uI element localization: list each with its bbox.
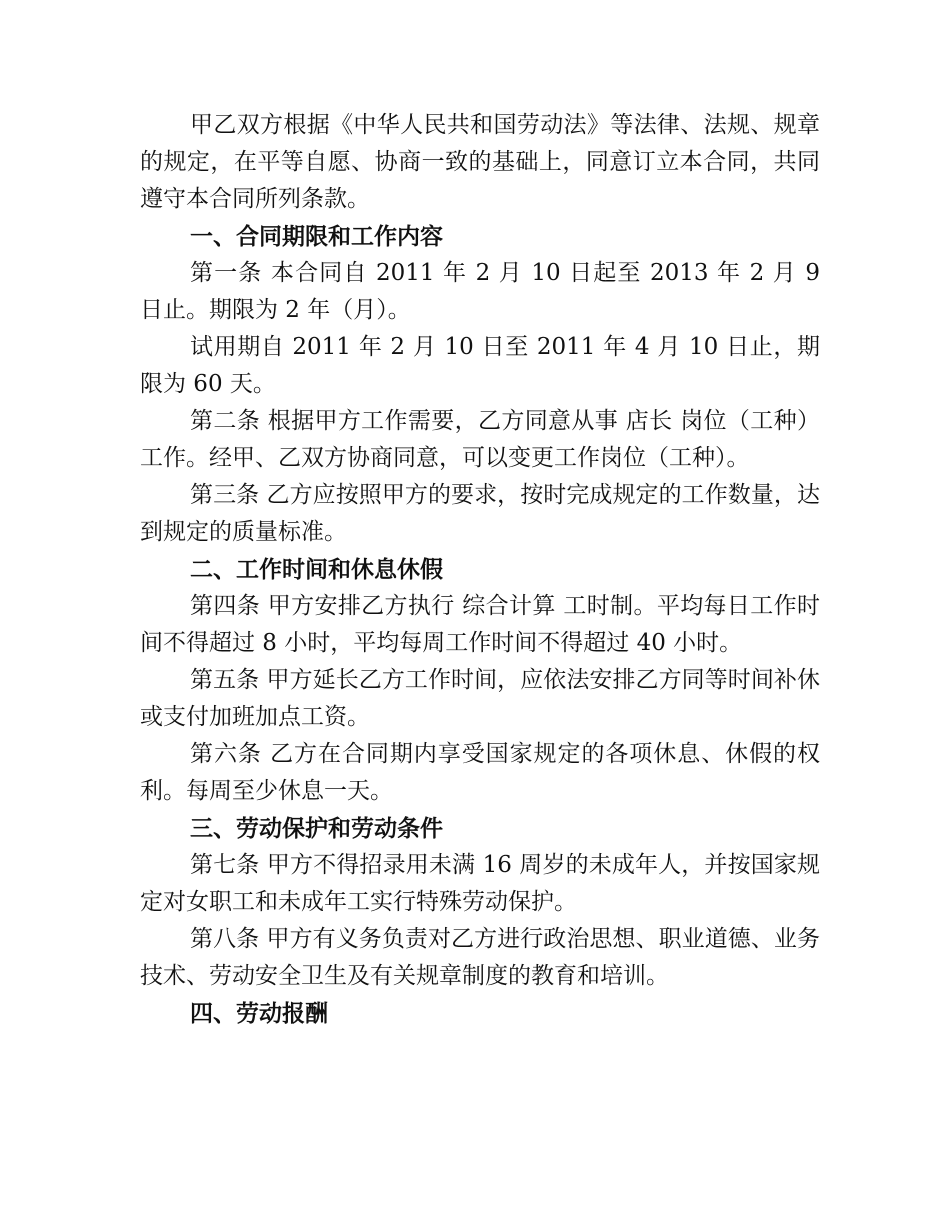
article-4-paragraph: 第四条 甲方安排乙方执行 综合计算 工时制。平均每日工作时间不得超过 8 小时，平均每周工作时间不得超过 40 小时。	[140, 593, 820, 656]
article-8-paragraph: 第八条 甲方有义务负责对乙方进行政治思想、职业道德、业务技术、劳动安全卫生及有关规章制度的教育和培训。	[140, 926, 820, 989]
section-heading-4: 四、劳动报酬	[190, 1000, 328, 1027]
article-7-paragraph: 第七条 甲方不得招录用未满 16 周岁的未成年人，并按国家规定对女职工和未成年工实行特殊劳动保护。	[140, 852, 820, 915]
preamble-paragraph: 甲乙双方根据《中华人民共和国劳动法》等法律、法规、规章的规定，在平等自愿、协商一致的基础上，同意订立本合同，共同遵守本合同所列条款。	[140, 112, 820, 212]
article-5-paragraph: 第五条 甲方延长乙方工作时间，应依法安排乙方同等时间补休或支付加班加点工资。	[140, 667, 820, 730]
probation-paragraph: 试用期自 2011 年 2 月 10 日至 2011 年 4 月 10 日止，期限为 60 天。	[140, 334, 820, 397]
section-heading-2: 二、工作时间和休息休假	[190, 556, 443, 583]
article-3-paragraph: 第三条 乙方应按照甲方的要求，按时完成规定的工作数量，达到规定的质量标准。	[140, 482, 820, 545]
document-page	[140, 107, 820, 1032]
article-6-paragraph: 第六条 乙方在合同期内享受国家规定的各项休息、休假的权利。每周至少休息一天。	[140, 741, 820, 804]
article-2-paragraph: 第二条 根据甲方工作需要，乙方同意从事 店长 岗位（工种）工作。经甲、乙双方协商同意，可以变更工作岗位（工种）。	[140, 408, 820, 471]
section-heading-1: 一、合同期限和工作内容	[190, 223, 443, 250]
article-1-paragraph: 第一条 本合同自 2011 年 2 月 10 日起至 2013 年 2 月 9 日止。期限为 2 年（月）。	[140, 260, 820, 323]
section-heading-3: 三、劳动保护和劳动条件	[190, 815, 443, 842]
